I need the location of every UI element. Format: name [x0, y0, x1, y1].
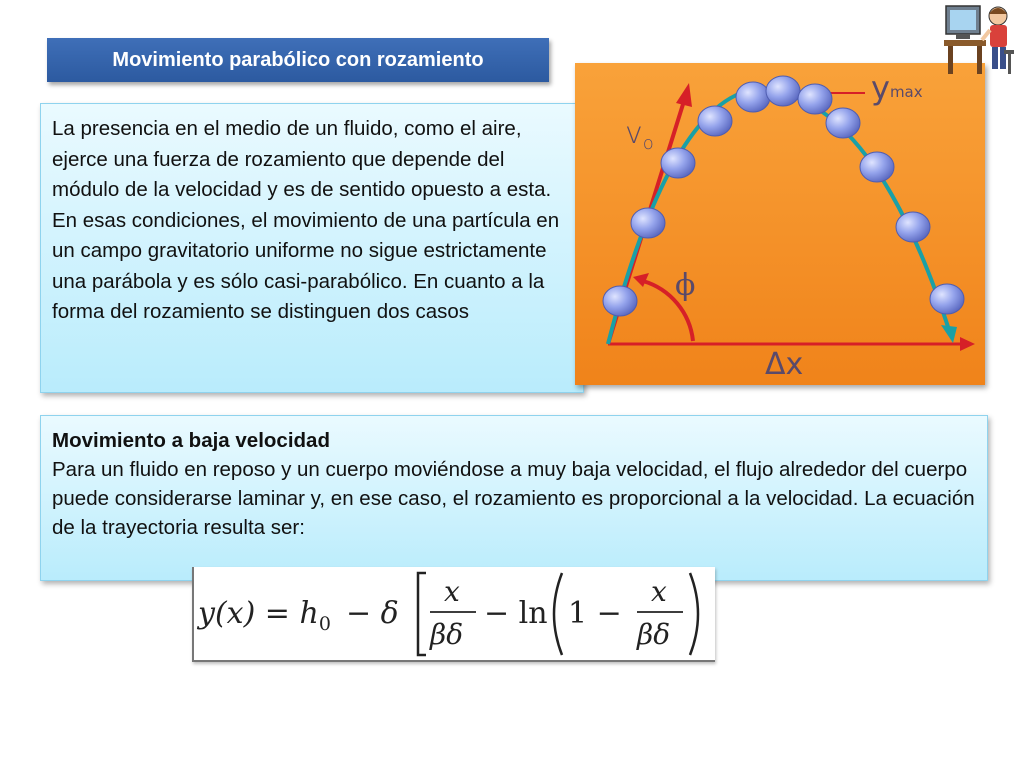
ball	[798, 84, 832, 114]
ball	[826, 108, 860, 138]
formula-one-minus: 1 −	[568, 596, 622, 631]
low-speed-box	[40, 415, 988, 581]
fraction1-num: x	[444, 575, 460, 608]
dx-label: Δx	[765, 347, 804, 382]
fraction2-num: x	[651, 575, 667, 608]
ball	[698, 106, 732, 136]
low-speed-heading: Movimiento a baja velocidad	[52, 429, 330, 452]
ball	[860, 152, 894, 182]
ball	[766, 76, 800, 106]
formula-paren-right	[690, 573, 698, 655]
formula-minus-delta: − δ	[346, 596, 399, 631]
formula-paren-left	[554, 573, 562, 655]
phi-label: ϕ	[675, 268, 696, 303]
formula-lhs: $y(x) = h_0$	[198, 596, 331, 635]
person-at-computer-icon	[944, 2, 1018, 76]
ball	[631, 208, 665, 238]
ball	[661, 148, 695, 178]
ball	[603, 286, 637, 316]
ball	[896, 212, 930, 242]
slide-title: Movimiento parabólico con rozamiento	[47, 38, 549, 82]
ball	[930, 284, 964, 314]
formula-bracket-left	[418, 573, 426, 655]
intro-text-box	[40, 103, 584, 393]
formula-minus-ln: − ln	[484, 596, 548, 631]
fraction2-den: βδ	[637, 618, 671, 651]
projectile-diagram	[575, 63, 985, 385]
v0-label: $v_o$	[625, 116, 654, 154]
ball	[736, 82, 770, 112]
intro-text: La presencia en el medio de un fluido, como el aire, ejerce una fuerza de rozamiento que depende del módulo de la velocidad y es de sentido opuesto a esta. En esas condiciones, el movimiento de una partícula en un campo gravitatorio uniforme no sigue estrictamente una parábola y es sólo casi-parabólico. En cuanto a la forma del rozamiento se distinguen dos casos	[52, 117, 560, 323]
ymax-label: ymax	[871, 69, 923, 107]
trajectory-formula	[192, 567, 715, 662]
fraction1-den: βδ	[430, 618, 464, 651]
low-speed-text: Para un fluido en reposo y un cuerpo moviéndose a muy baja velocidad, el flujo alrededor del cuerpo puede considerarse laminar y, en ese caso, el rozamiento es proporcional a la velocidad. La ecuación de la trayectoria resulta ser:	[52, 458, 975, 539]
